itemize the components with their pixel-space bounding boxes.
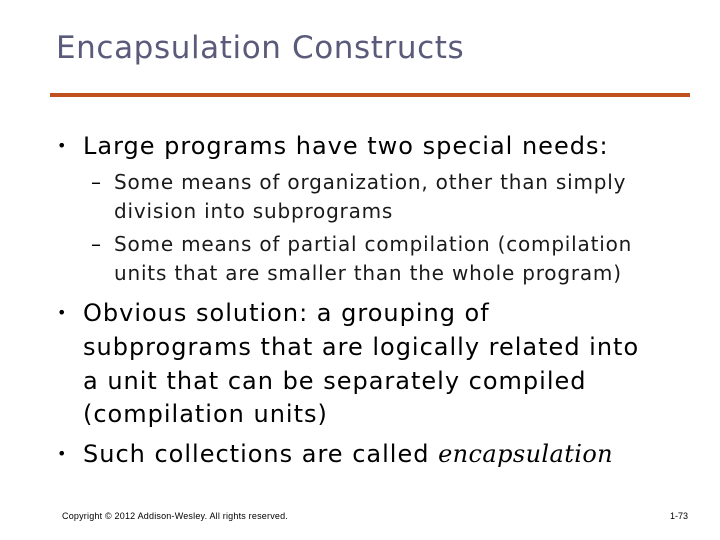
footer-copyright: Copyright © 2012 Addison-Wesley. All rights reserved.	[62, 511, 289, 521]
sub-bullet-marker: –	[91, 170, 101, 194]
bullet-marker: •	[57, 303, 67, 322]
bullet-2-line-4: (compilation units)	[83, 400, 328, 428]
bullet-3-prefix: Such collections are called	[83, 440, 439, 468]
sub-bullet-1-line-1: Some means of organization, other than simply	[114, 170, 627, 194]
sub-bullet-2-line-1: Some means of partial compilation (compilation	[114, 232, 633, 256]
sub-bullet-marker: –	[91, 232, 101, 256]
bullet-marker: •	[57, 444, 67, 463]
bullet-3-text	[83, 437, 613, 471]
sub-bullet-2-line-2: units that are smaller than the whole program)	[114, 261, 622, 285]
footer-page-number: 1-73	[669, 511, 688, 521]
bullet-2-line-2: subprograms that are logically related into	[83, 333, 640, 361]
bullet-3-emphasis: encapsulation	[438, 440, 614, 468]
title-divider	[50, 93, 690, 97]
bullet-marker: •	[57, 136, 67, 155]
sub-bullet-1-line-2: division into subprograms	[114, 199, 394, 223]
bullet-2-line-1: Obvious solution: a grouping of	[83, 299, 490, 327]
bullet-1-text: Large programs have two special needs:	[83, 132, 609, 160]
bullet-2-line-3: a unit that can be separately compiled	[83, 367, 587, 395]
slide-title: Encapsulation Constructs	[56, 30, 465, 66]
